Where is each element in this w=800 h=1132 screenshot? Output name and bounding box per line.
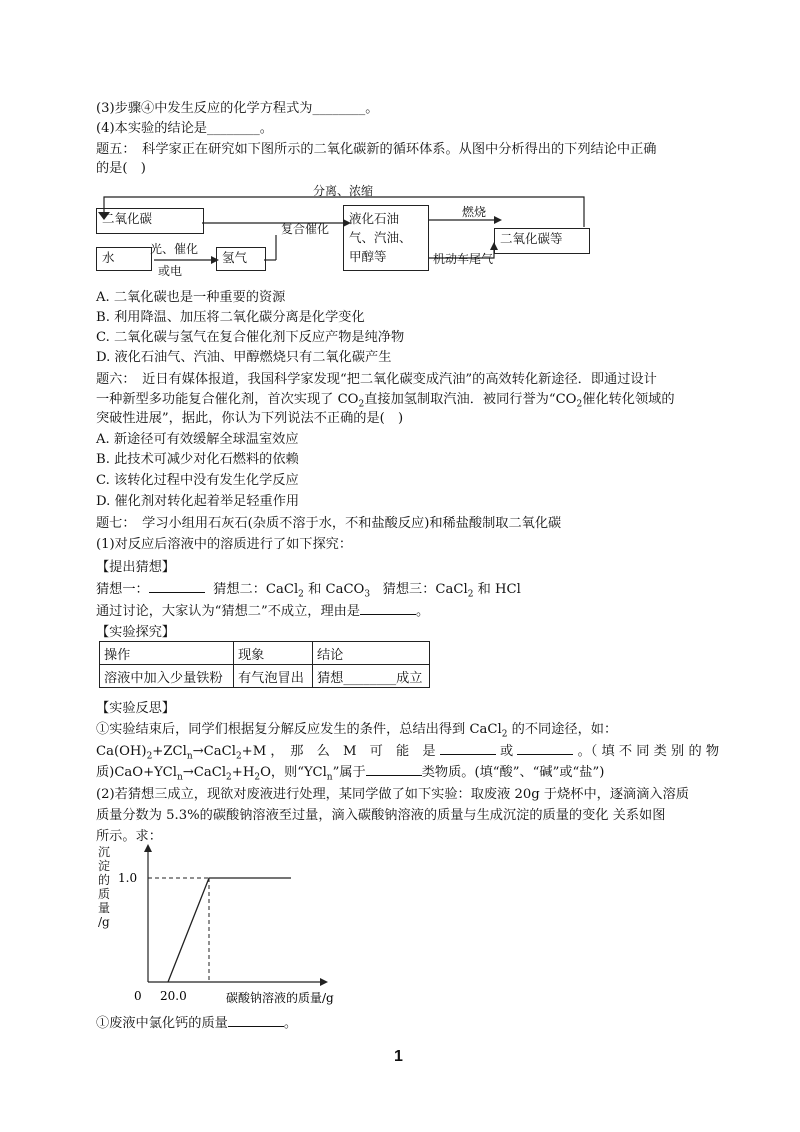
guess-line: 猜想一： 猜想二：CaCl$_2$ 和 CaCO$_3$ 猜想三：CaCl$_2$ 和 HCl	[96, 582, 521, 600]
x-tick-label: 20.0	[160, 989, 187, 1003]
t5-option-c: C. 二氧化碳与氢气在复合催化剂下反应产物是纯净物	[96, 330, 405, 345]
q3-text: (3)步骤④中发生反应的化学方程式为________。	[96, 101, 379, 116]
ycl-blank[interactable]	[366, 763, 422, 776]
exhaust-label: 机动车尾气	[433, 252, 494, 266]
t5-stem-b: 的是( )	[96, 161, 146, 176]
fuel-label-2: 气、汽油、	[349, 230, 412, 245]
experiment-heading: 【实验探究】	[96, 625, 176, 640]
reflection-line-1: ①实验结束后，同学们根据复分解反应发生的条件，总结出得到 CaCl$_2$ 的不同途径，如：	[96, 722, 618, 740]
table-header-cell: 操作	[100, 642, 234, 665]
q4-line	[96, 119, 273, 138]
reflection-line-2: $Ca(OH)_2+ZCl_n\to CaCl_2+M$ ， 那 么 M 可 能 是 或 。（ 填 不 同 类 别 的 物	[96, 744, 720, 762]
part2-line-b: 质量分数为 5.3%的碳酸钠溶液至过量，滴入碳酸钠溶液的质量与生成沉淀的质量的变化 关系如图	[96, 808, 666, 823]
t6-stem-b: 一种新型多功能复合催化剂，首次实现了 $CO_2$直接加氢制取汽油．被同行誉为“$CO_2$催化转化领域的	[96, 392, 675, 410]
water-box: 水	[96, 247, 152, 271]
precipitate-graph	[96, 842, 406, 1012]
co2-etc-box: 二氧化碳等	[494, 228, 590, 254]
guess-heading: 【提出猜想】	[96, 560, 176, 575]
t6-option-a: A. 新途径可有效缓解全球温室效应	[96, 432, 299, 447]
last-question: ①废液中氯化钙的质量 。	[96, 1016, 298, 1031]
t7-stem: 题七： 学习小组用石灰石(杂质不溶于水，不和盐酸反应)和稀盐酸制取二氧化碳	[96, 516, 562, 531]
table-cell: 猜想________成立	[313, 665, 430, 688]
part2-line-a: (2)若猜想三成立，现欲对废液进行处理，某同学做了如下实验：取废液 20g 于烧杯中，逐滴滴入溶质	[96, 787, 689, 802]
reflection-heading: 【实验反思】	[96, 701, 176, 716]
guess1-blank[interactable]	[149, 580, 205, 593]
h2-box: 氢气	[216, 247, 266, 271]
page-number: 1	[394, 1048, 403, 1065]
x-axis-arrow	[320, 978, 328, 986]
series-line	[168, 878, 291, 982]
light-label: 光、催化	[150, 242, 199, 256]
t5-option-d: D. 液化石油气、汽油、甲醇燃烧只有二氧化碳产生	[96, 350, 392, 365]
y-axis-arrow	[144, 844, 152, 852]
t5-stem-a: 题五： 科学家正在研究如下图所示的二氧化碳新的循环体系。从图中分析得出的下列结论中正确	[96, 142, 657, 157]
table-header-cell: 结论	[313, 642, 430, 665]
table-row	[100, 665, 430, 688]
fuel-label-3: 甲醇等	[349, 249, 387, 264]
separate-label: 分离、浓缩	[313, 184, 374, 198]
reflection-line-3: 质)$CaO+YCl_n\to CaCl_2+H_2O$，则“YCl$_n$”属于 类物质。(填“酸”、“碱”或“盐”)	[96, 765, 605, 783]
t5-option-b: B. 利用降温、加压将二氧化碳分离是化学变化	[96, 310, 365, 325]
burn-label: 燃烧	[462, 205, 487, 219]
m-blank-2[interactable]	[517, 742, 573, 755]
t6-option-c: C. 该转化过程中没有发生化学反应	[96, 473, 299, 488]
t6-option-d: D. 催化剂对转化起着举足轻重作用	[96, 494, 300, 509]
table-cell: 溶液中加入少量铁粉	[100, 665, 234, 688]
reason-blank[interactable]	[360, 602, 416, 615]
cacl2-mass-blank[interactable]	[228, 1014, 284, 1027]
elec-label: 或电	[158, 264, 183, 278]
t5-option-a: A. 二氧化碳也是一种重要的资源	[96, 290, 286, 305]
t6-option-b: B. 此技术可减少对化石燃料的依赖	[96, 452, 299, 467]
y-axis-label: 沉 淀 的 质 量 /g	[98, 845, 111, 929]
table-header-cell: 现象	[234, 642, 313, 665]
x-axis-label: 碳酸钠溶液的质量/g	[226, 991, 334, 1005]
table-cell: 有气泡冒出	[234, 665, 313, 688]
table-header-row	[100, 642, 430, 665]
t6-stem-a: 题六： 近日有媒体报道，我国科学家发现“把二氧化碳变成汽油”的高效转化新途径．即通过设计	[96, 372, 657, 387]
discussion-line: 通过讨论，大家认为“猜想二”不成立，理由是 。	[96, 604, 430, 619]
co2-box: 二氧化碳	[96, 208, 204, 234]
t6-stem-c: 突破性进展”，据此，你认为下列说法不正确的是( )	[96, 411, 404, 426]
catalyst-label: 复合催化	[281, 222, 330, 236]
fuel-box	[343, 205, 429, 271]
part2-line-c: 所示。求：	[96, 829, 162, 844]
origin-label: 0	[134, 989, 142, 1003]
q4-text: (4)本实验的结论是________。	[96, 121, 273, 136]
t7-part1: (1)对反应后溶液中的溶质进行了如下探究：	[96, 537, 353, 552]
m-blank-1[interactable]	[440, 742, 496, 755]
q3-line	[96, 99, 378, 118]
y-tick-label: 1.0	[118, 871, 138, 885]
experiment-table	[99, 641, 430, 688]
fuel-label-1: 液化石油	[349, 211, 400, 226]
